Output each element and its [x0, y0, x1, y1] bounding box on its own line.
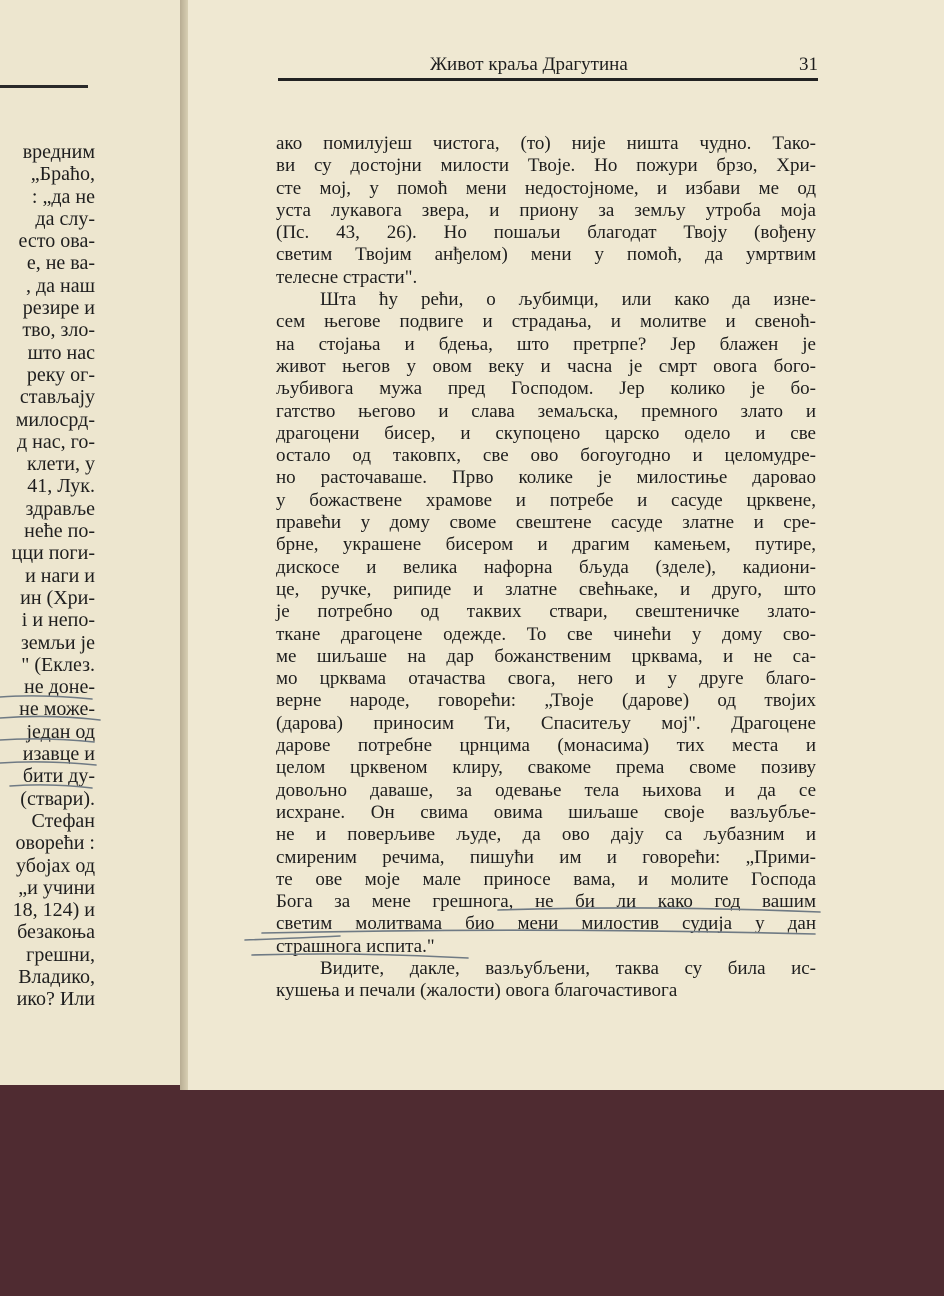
text-line: Видите, дакле, вазљубљени, таква су била ис- [320, 957, 816, 979]
text-line: Бога за мене грешнога, не би ли како год вашим [276, 891, 816, 913]
left-page-line: што нас [27, 341, 95, 364]
text-line: ткане драгоцене одежде. То све чинећи у дому сво- [276, 623, 816, 645]
book-gutter [180, 0, 188, 1090]
text-line: (дарова) приносим Ти, Спаситељу мој". Драгоцене [276, 712, 816, 734]
left-page-line: не може- [19, 698, 95, 721]
left-page-line: есто ова- [18, 230, 95, 253]
text-line: драгоцени бисер, и скупоцено царско одело и све [276, 422, 816, 444]
background-surface [0, 1085, 944, 1296]
body-text [276, 133, 816, 1003]
left-page-line: цци поги- [11, 542, 95, 565]
text-line: ако помилујеш чистога, (то) није ништа чудно. Тако- [276, 133, 816, 154]
text-line: страшнога испита." [276, 935, 435, 957]
left-page-line: грешни, [26, 943, 95, 966]
left-page-line: : „да не [31, 185, 95, 208]
left-page-line: тво, зло- [22, 319, 95, 342]
left-page-line: Стефан [31, 809, 95, 832]
left-page-text [0, 141, 95, 1011]
left-page-line: оворећи : [15, 832, 95, 855]
text-line: сем његове подвиге и страдања, и молитве и свеноћ- [276, 311, 816, 333]
text-line: ме шиљаше на дар божанственим црквама, и не са- [276, 645, 816, 667]
text-line: кушења и печали (жалости) овога благочастивога [276, 980, 678, 1002]
left-page-line: не доне- [24, 676, 95, 699]
text-line: верне народе, говорећи: „Твоје (дарове) од твојих [276, 690, 816, 712]
left-page-line: милосрд- [15, 408, 95, 431]
left-page-line: један од [26, 720, 95, 743]
left-page-line: убојах од [16, 854, 95, 877]
running-header [278, 52, 818, 78]
text-line: но расточаваше. Прво колике је милостиње даровао [276, 467, 816, 489]
left-page-line: Владико, [18, 965, 95, 988]
text-line: уста лукавога звера, и приону за земљу утроба моја [276, 199, 816, 221]
left-page-line: „Браћо, [30, 163, 95, 186]
text-line: исхране. Он свима овима шиљаше своје вазљубље- [276, 801, 816, 823]
header-rule [278, 78, 818, 81]
text-line: љубивога мужа пред Господом. Јер колико је бо- [276, 378, 816, 400]
left-page-line: безакоња [17, 921, 95, 944]
left-page-line: 18, 124) и [12, 899, 95, 922]
left-page-line: бити ду- [22, 765, 95, 788]
left-page-line: реку ог- [26, 363, 95, 386]
left-page-line: клети, у [26, 453, 95, 476]
running-title: Живот краља Драгутина [430, 54, 628, 75]
text-line: дискосе и велика нафорна бљуда (зделе), кадиони- [276, 556, 816, 578]
left-page-line: здравље [25, 497, 95, 520]
left-page-line: резире и [22, 297, 95, 320]
text-line: гатство његово и слава земаљска, премного злато и [276, 400, 816, 422]
text-line: те ове моје мале приносе вама, и молите Господа [276, 868, 816, 890]
left-page [0, 0, 180, 1085]
right-page [188, 0, 944, 1090]
text-line: је потребно од таквих ствари, свештеничке злато- [276, 601, 816, 623]
text-line: телесне страсти". [276, 266, 418, 288]
left-page-line: да слу- [35, 207, 95, 230]
text-line: светим молитвама био мени милостив судија у дан [276, 913, 816, 935]
text-line: брне, украшене бисером и драгим камењем, путире, [276, 534, 816, 556]
left-page-line: і и непо- [21, 609, 95, 632]
left-page-line: , да наш [25, 274, 95, 297]
text-line: смиреним речима, пишући им и говорећи: „Прими- [276, 846, 816, 868]
text-line: мо црквама отачаства свога, него и у друге благо- [276, 668, 816, 690]
left-page-line: и наги и [25, 564, 95, 587]
left-page-line: изавце и [22, 743, 95, 766]
left-page-line: (ствари). [20, 787, 95, 810]
text-line: правећи у дому своме свештене сасуде златне и сре- [276, 512, 816, 534]
text-line: сте мој, у помоћ мени недостојноме, и избави ме од [276, 177, 816, 199]
left-page-line: " (Еклез. [21, 653, 95, 676]
left-page-line: „и учини [18, 876, 95, 899]
text-line: у божаствене храмове и потребе и сасуде црквене, [276, 489, 816, 511]
page-number: 31 [799, 54, 818, 75]
text-line: це, ручке, рипиде и златне свећњаке, и друго, што [276, 578, 816, 600]
text-line: Шта ћу рећи, о љубимци, или како да изне- [320, 289, 816, 311]
text-line: остало од таковпх, све ово богоугодно и целомудре- [276, 445, 816, 467]
text-line: довољно даваше, за одевање тела њихова и да се [276, 779, 816, 801]
left-page-line: е, не ва- [26, 252, 95, 275]
left-page-line: стављају [19, 386, 95, 409]
left-page-line: земљи је [20, 631, 95, 654]
text-line: светим Твојим анђелом) мени у помоћ, да умртвим [276, 244, 816, 266]
text-line: живот његов у овом веку и часна је смрт овога бого- [276, 355, 816, 377]
text-line: не и поверљиве људе, да ово дају са љубазним и [276, 824, 816, 846]
text-line: целом црквеном клиру, свакоме према своме позиву [276, 757, 816, 779]
left-header-rule [0, 85, 88, 88]
left-page-line: вредним [22, 141, 95, 163]
left-page-line: 41, Лук. [27, 475, 95, 498]
text-line: дарове потребне црнцима (монасима) тих места и [276, 735, 816, 757]
text-line: ви су достојни милости Твоје. Но пожури брзо, Хри- [276, 155, 816, 177]
text-line: на стојања и бдења, што претрпе? Јер блажен је [276, 333, 816, 355]
left-page-line: д нас, го- [17, 430, 95, 453]
left-page-line: неће по- [24, 520, 95, 543]
text-line: (Пс. 43, 26). Но пошаљи благодат Твоју (вођену [276, 222, 816, 244]
left-page-line: ин (Хри- [20, 586, 95, 609]
left-page-line: ико? Или [16, 988, 95, 1011]
